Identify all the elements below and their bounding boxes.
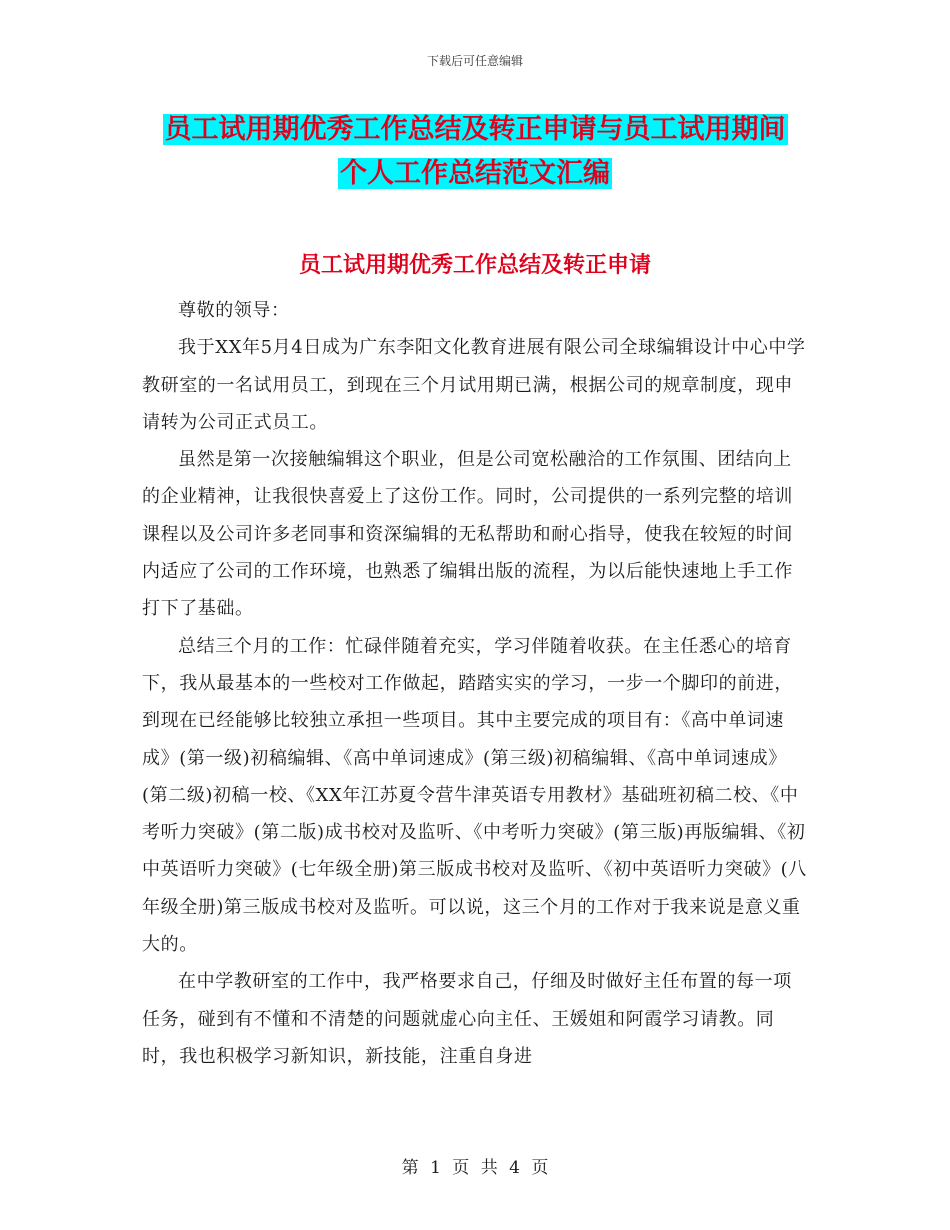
document-title-line-2: 个人工作总结范文汇编 (340, 158, 610, 189)
paragraph: 我于XX年5月4日成为广东李阳文化教育进展有限公司全球编辑设计中心中学教研室的一名试用员工，到现在三个月试用期已满，根据公司的规章制度，现申请转为公司正式员工。 (142, 337, 806, 433)
document-title-line-1: 员工试用期优秀工作总结及转正申请与员工试用期间 (164, 114, 786, 145)
section-title: 员工试用期优秀工作总结及转正申请 (298, 252, 651, 278)
page-header: 下载后可任意编辑 (426, 54, 523, 68)
document-title (0, 108, 950, 196)
paragraph: 虽然是第一次接触编辑这个职业，但是公司宽松融洽的工作氛围、团结向上的企业精神，让我很快喜爱上了这份工作。同时，公司提供的一系列完整的培训课程以及公司许多老同事和资深编辑的无私帮助和耐心指导，使我在较短的时间内适应了公司的工作环境，也熟悉了编辑出版的流程，为以后能快速地上手工作打下了基础。 (142, 449, 793, 620)
salutation: 尊敬的领导： (178, 300, 290, 321)
paragraph: 总结三个月的工作：忙碌伴随着充实，学习伴随着收获。在主任悉心的培育下，我从最基本的一些校对工作做起，踏踏实实的学习，一步一个脚印的前进，到现在已经能够比较独立承担一些项目。其中主要完成的项目有：《高中单词速成》(第一级)初稿编辑、《高中单词速成》(第三级)初稿编辑、《高中单词速成》(第二级)初稿一校、《XX年江苏夏令营牛津英语专用教材》基础班初稿二校、《中考听力突破》(第二版)成书校对及监听、《中考听力突破》(第三版)再版编辑、《初中英语听力突破》(七年级全册)第三版成书校对及监听、《初中英语听力突破》(八年级全册)第三版成书校对及监听。可以说，这三个月的工作对于我来说是意义重大的。 (142, 635, 807, 956)
page-number-footer: 第 1 页 共 4 页 (401, 1158, 549, 1178)
body-text (142, 292, 810, 1075)
paragraph: 在中学教研室的工作中，我严格要求自己，仔细及时做好主任布置的每一项任务，碰到有不懂和不清楚的问题就虚心向主任、王媛姐和阿霞学习请教。同时，我也积极学习新知识，新技能，注重自身进 (142, 971, 792, 1067)
